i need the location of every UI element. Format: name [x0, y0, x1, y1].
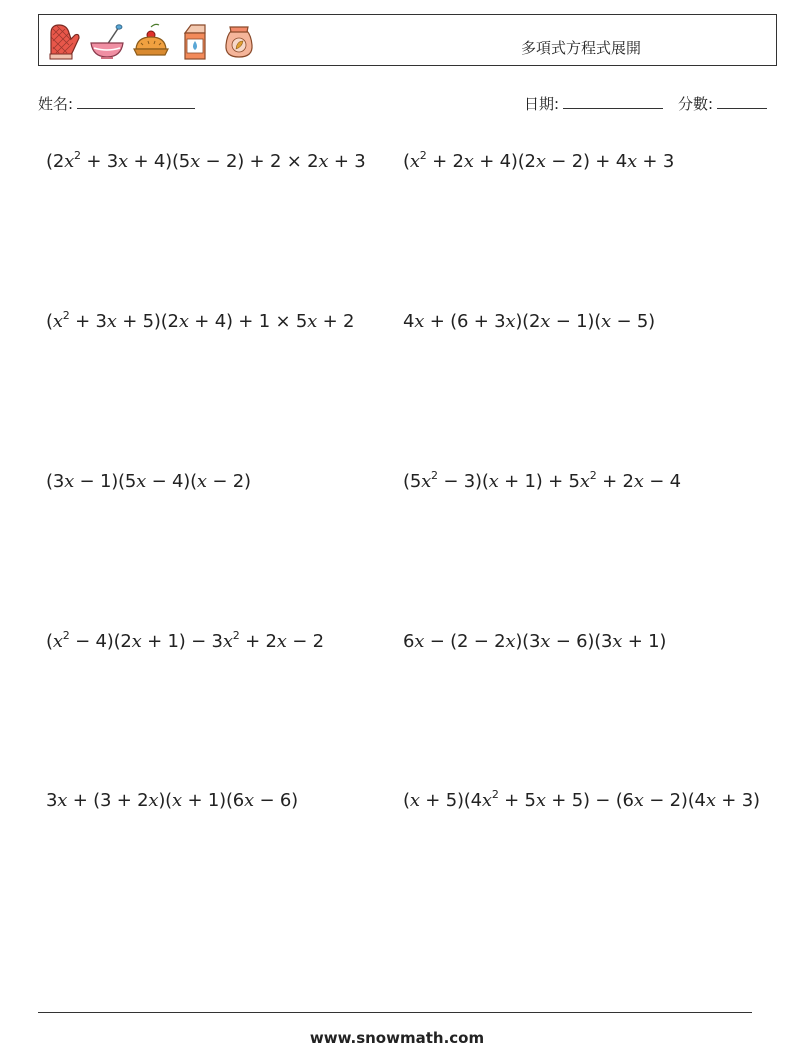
date-label: 日期: [524, 95, 560, 113]
score-blank[interactable] [717, 94, 767, 109]
name-blank[interactable] [77, 94, 195, 109]
problem-1: $(2x^2 + 3x + 4)(5x - 2) + 2 \times 2x + 3$ [46, 149, 366, 172]
date-blank[interactable] [563, 94, 663, 109]
footer-divider [38, 1012, 752, 1013]
header-box [38, 14, 777, 66]
header-icons [45, 21, 257, 61]
milk-carton-icon [177, 21, 213, 61]
cherry-pie-icon [133, 21, 169, 61]
mixing-bowl-icon [89, 21, 125, 61]
footer-website: www.snowmath.com [309, 1029, 485, 1047]
problem-9: 3x + (3 + 2x)(x + 1)(6x − 6) [46, 790, 299, 811]
oven-mitt-icon [45, 21, 81, 61]
problem-5: (3x − 1)(5x − 4)(x − 2) [46, 471, 251, 492]
date-field [524, 93, 663, 114]
problem-3: $(x^2 + 3x + 5)(2x + 4) + 1 \times 5x + 2$ [46, 309, 355, 332]
flour-sack-icon [221, 21, 257, 61]
problem-2: $(x^2 + 2x + 4)(2x - 2) + 4x + 3$ [403, 149, 675, 172]
problem-7: $(x^2 - 4)(2x + 1) - 3x^2 + 2x - 2$ [46, 629, 324, 652]
problem-4: 4x + (6 + 3x)(2x − 1)(x − 5) [403, 311, 656, 332]
name-label: 姓名: [38, 95, 74, 113]
problem-6: $(5x^2 - 3)(x + 1) + 5x^2 + 2x - 4$ [403, 469, 681, 492]
score-label: 分數: [678, 95, 714, 113]
score-field [678, 93, 767, 114]
problem-10: $(x + 5)(4x^2 + 5x + 5) - (6x - 2)(4x + 3)$ [403, 788, 760, 811]
worksheet-title: 多項式方程式展開 [521, 39, 642, 57]
problem-8: 6x − (2 − 2x)(3x − 6)(3x + 1) [403, 631, 667, 652]
name-field [38, 93, 195, 114]
